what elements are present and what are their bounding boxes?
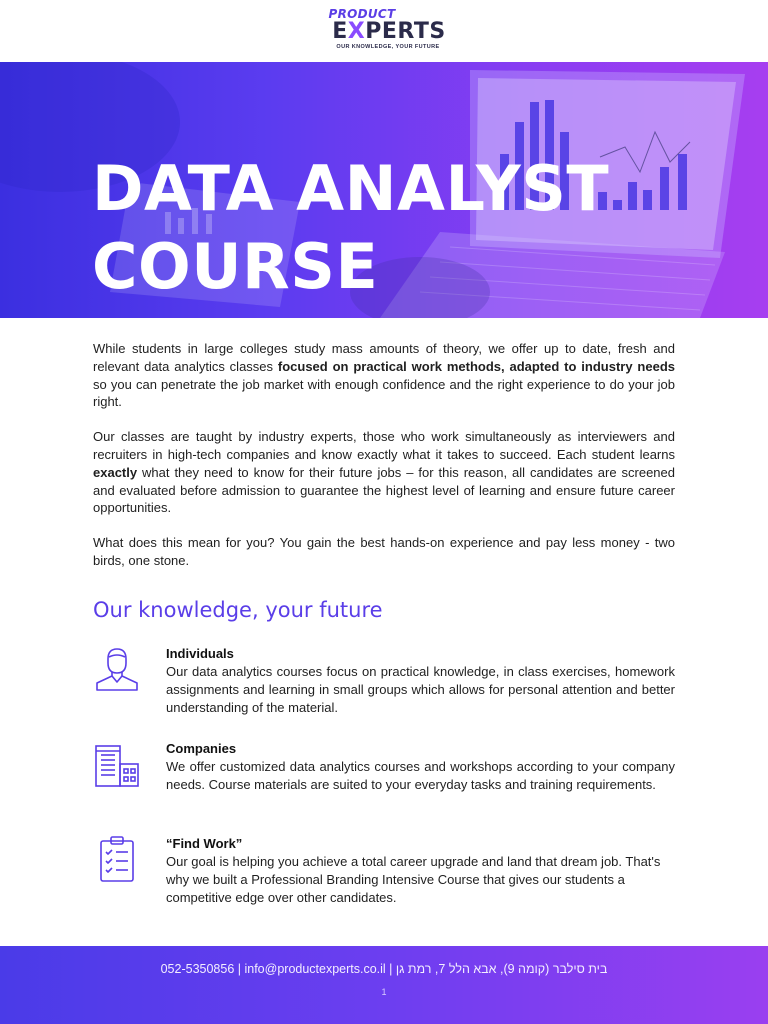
p2-bold-text: exactly <box>93 464 138 480</box>
p2-text-b: what they need to know for their future jobs – for this reason, all candidates are screened and evaluated before admission to guarantee the highest level of learning and ensure future career opportunities. <box>93 464 675 516</box>
hero-banner <box>0 62 768 318</box>
feature-description: Our goal is helping you achieve a total career upgrade and land that dream job. That's why we built a Professional Branding Intensive Course that gives our students a competitive edge over other candidates. <box>166 854 661 905</box>
person-icon <box>93 645 141 693</box>
feature-individuals-text <box>166 645 675 716</box>
p1-bold-text: focused on practical work methods, adapted to industry needs <box>277 358 675 374</box>
logo-tagline: OUR KNOWLEDGE, YOUR FUTURE <box>336 44 440 50</box>
feature-find-work-text <box>166 835 675 906</box>
feature-title: Companies <box>166 741 237 756</box>
page-number: 1 <box>381 987 387 997</box>
page-footer <box>0 946 768 1024</box>
intro-paragraph-1 <box>93 340 675 411</box>
logo-letters-perts: PERTS <box>365 19 446 44</box>
feature-title: Individuals <box>166 646 234 661</box>
page-title-line2: COURSE <box>92 230 379 303</box>
page-title <box>92 150 609 306</box>
feature-companies-text <box>166 740 675 794</box>
p1-text-a: While students in large colleges study mass amounts of theory, we offer up to date, fresh and relevant data analytics classes <box>93 341 675 374</box>
footer-contact-info: 052-5350856 | info@productexperts.co.il | בית סילבר (קומה 9), אבא הלל 7, רמת גן <box>160 962 608 976</box>
intro-content <box>93 340 675 587</box>
intro-paragraph-3: What does this mean for you? You gain the best hands-on experience and pay less money - two birds, one stone. <box>93 535 675 568</box>
company-logo <box>0 8 768 51</box>
buildings-icon <box>93 740 141 788</box>
feature-description: Our data analytics courses focus on practical knowledge, in class exercises, homework assignments and learning in small groups which allows for personal attention and better understanding of the material. <box>166 664 675 715</box>
p1-text-b: so you can penetrate the job market with enough confidence and the right experience to do your job right. <box>93 376 675 410</box>
clipboard-checklist-icon <box>93 835 141 883</box>
section-heading: Our knowledge, your future <box>93 598 383 622</box>
logo-product-text: PRODUCT <box>328 7 396 21</box>
page-title-line1: DATA ANALYST <box>92 152 610 225</box>
logo-letter-x: X <box>347 19 366 44</box>
feature-title: “Find Work” <box>166 836 243 851</box>
intro-paragraph-2 <box>93 428 675 517</box>
logo-experts-text <box>10 21 768 43</box>
feature-description: We offer customized data analytics courses and workshops according to your company needs. Course materials are suited to your everyday tasks and training requirements. <box>166 759 675 792</box>
logo-letter-e: E <box>332 19 348 44</box>
p2-text-a: Our classes are taught by industry experts, those who work simultaneously as interviewers and recruiters in high-tech companies and know exactly what it takes to succeed. Each student learns <box>93 429 675 462</box>
